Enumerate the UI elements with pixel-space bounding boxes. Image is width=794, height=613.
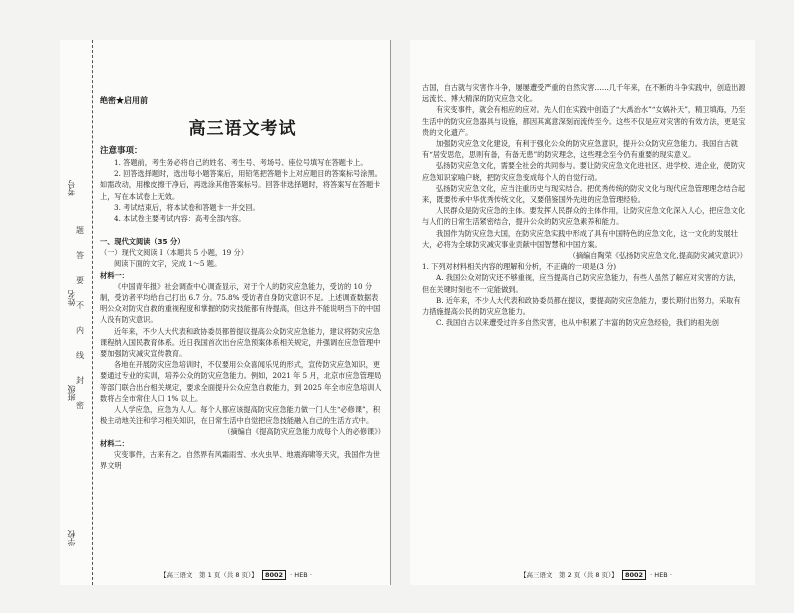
option-b: B. 近年来，不少人大代表和政协委员都在提议，要提高防灾应急能力，要长期付出努力，采取有力措施提高公民的防灾应急能力。 bbox=[422, 295, 741, 317]
material-label: 材料二： bbox=[100, 438, 129, 448]
seal-word: 不 bbox=[76, 301, 84, 310]
body-paragraph: 弘扬防灾应急文化，应当注重历史与现实结合。把优秀传统的防灾文化与现代应急管理理念结合起来，既要传承中华优秀传统文化，又要借鉴国外先进的应急管理经验。 bbox=[422, 183, 746, 205]
material-paragraph: 各地在开展防灾应急培训时，不仅要用公众喜闻乐见的形式，宣传防灾应急知识，更要通过专业的实训，培养公众的防灾应急能力。例如，2021 年 5 月，北京市应急管理局等部门联合出台相关规定，要求全面提升公众应急自救能力，到 2025 年全市应急培训人数将占全市常住人口 1% 以上。 bbox=[100, 360, 382, 403]
material-paragraph: 近年来，不少人大代表和政协委员都曾提议提高公众防灾应急能力，建议将防灾应急课程纳入国民教育体系。近日我国首次出台应急预案体系相关规定，并强调在应急管理中要加强防灾减灾宣传教育。 bbox=[100, 326, 381, 359]
seal-word: 要 bbox=[76, 276, 84, 285]
right-body bbox=[422, 82, 747, 328]
body-paragraph: 有灾变事件，就会有相应的应对。先人们在实践中创造了“大禹治水”“女娲补天”，精卫填海，乃至生活中的防灾应急器具与设施，都因其寓意深刻而流传至今。这些不仅是应对灾害的有效方法，更是宝贵的文化遗产。 bbox=[422, 105, 746, 137]
bind-label-name: 姓名 bbox=[67, 290, 76, 306]
material-paragraph: 人人学应急，应急为人人。每个人都应该提高防灾应急能力做一门人生“必修课”，积极主动地关注和学习相关知识，在日常生活中自觉把应急技能融入自己的生活方式中。 bbox=[100, 405, 381, 426]
notice-item: 2. 回答选择题时，选出每小题答案后，用铅笔把答题卡上对应题目的答案标号涂黑。如需改动，用橡皮擦干净后，再选涂其他答案标号。回答非选择题时，将答案写在答题卡上，写在本试卷上无效。 bbox=[100, 169, 382, 201]
option-a: A. 我国公众对防灾还不够重视，应当提高自己防灾应急能力，有些人虽然了解应对灾害的方法，但在关键时刻也不一定能做到。 bbox=[422, 273, 741, 294]
option-c: C. 我国自古以来遭受过许多自然灾害，也从中积累了丰富的防灾应急经验，我们的祖先创 bbox=[436, 318, 719, 328]
seal-word: 答 bbox=[76, 251, 84, 260]
bind-label-exam-number: 考号 bbox=[67, 180, 76, 196]
body-paragraph: 弘扬防灾应急文化，需要全社会的共同参与。要让防灾应急文化进社区、进学校、进企业，使防灾应急知识家喻户晓，把防灾应急变成每个人的自觉行动。 bbox=[422, 161, 746, 182]
footer-code: 8002 bbox=[262, 570, 286, 580]
bind-label-class: 班级 bbox=[67, 385, 76, 401]
secret-label: 绝密★启用前 bbox=[100, 95, 148, 105]
notice-title: 注意事项： bbox=[100, 146, 143, 156]
body-paragraph: 加强防灾应急文化建设，有利于强化公众的防灾应急意识，提升公众防灾应急能力。我国自古就有“居安思危，思则有备，有备无患”的防灾理念，这些理念至今仍有重要的现实意义。 bbox=[422, 139, 738, 160]
binding-strip bbox=[62, 40, 93, 585]
seal-word: 线 bbox=[76, 351, 84, 360]
section-one bbox=[100, 236, 385, 471]
notice-list bbox=[100, 157, 385, 224]
left-page bbox=[60, 40, 391, 585]
notice-item: 3. 考试结束后，将本试卷和答题卡一并交回。 bbox=[114, 202, 260, 212]
seal-word: 内 bbox=[76, 326, 84, 335]
footer-mark: · HEB · bbox=[290, 571, 312, 579]
body-paragraph: 古国，自古就与灾害作斗争，屡屡遭受严重的自然灾害……几千年来，在不断的斗争实践中，创造出源远流长、博大精深的防灾应急文化。 bbox=[422, 83, 746, 104]
seal-word: 题 bbox=[76, 226, 84, 235]
right-page bbox=[410, 40, 755, 585]
exam-title: 高三语文考试 bbox=[188, 119, 297, 139]
bind-label-school: 学校 bbox=[67, 530, 76, 546]
instruction: 阅读下面的文字，完成 1～5 题。 bbox=[114, 259, 222, 269]
seal-word: 密 bbox=[76, 401, 84, 410]
footer-subject: 【高三语文 第 2 页（共 8 页）】 bbox=[520, 571, 618, 579]
notice-item: 1. 答题前，考生务必将自己的姓名、考生号、考场号、座位号填写在答题卡上。 bbox=[114, 158, 368, 167]
section-heading: 一、现代文阅读（35 分） bbox=[100, 237, 185, 246]
material-paragraph: 灾变事件，古来有之。自然界有风霜雨雪、水火虫旱、地震海啸等天灾，我国作为世界文明 bbox=[100, 449, 380, 471]
page-footer bbox=[520, 570, 672, 579]
material-paragraph: 《中国青年报》社会调查中心调查显示，对于个人的防灾应急能力，受访的 10 分制，受访者平均给自己打出 6.7 分。75.8% 受访者自身防灾意识不足。上述调查数据表明公众对防灾自救的重视程度和掌握的防灾技能都有待提高，但这并不能说明当下的中国人没有防灾意识。 bbox=[100, 281, 381, 325]
body-paragraph: 人民群众是防灾应急的主体。要发挥人民群众的主体作用，让防灾应急文化深入人心，把应急文化与人们的日常生活紧密结合，提升公众的防灾应急素养和能力。 bbox=[422, 206, 746, 227]
subsection-heading: （一）现代文阅读 I（本题共 5 小题，19 分） bbox=[100, 248, 248, 258]
body-paragraph: 我国作为防灾应急大国，在防灾应急实践中形成了具有中国特色的应急文化，这一文化的发展壮大，必将为全球防灾减灾事业贡献中国智慧和中国方案。 bbox=[422, 228, 738, 249]
page-footer bbox=[160, 570, 312, 579]
material-source: （摘编自《提高防灾应急能力成每个人的必修课》） bbox=[223, 427, 385, 437]
notice-item: 4. 本试卷主要考试内容：高考全部内容。 bbox=[114, 214, 246, 224]
seal-word: 封 bbox=[76, 376, 84, 385]
question-1: 1. 下列对材料相关内容的理解和分析，不正确的一项是(3 分) bbox=[422, 262, 617, 272]
material-label: 材料一： bbox=[100, 270, 129, 280]
footer-mark: · HEB · bbox=[650, 571, 672, 579]
footer-code: 8002 bbox=[622, 570, 646, 580]
material-source: （摘编自陶荣《弘扬防灾应急文化,提高防灾减灾意识》） bbox=[568, 251, 747, 261]
footer-subject: 【高三语文 第 1 页（共 8 页）】 bbox=[160, 571, 258, 579]
